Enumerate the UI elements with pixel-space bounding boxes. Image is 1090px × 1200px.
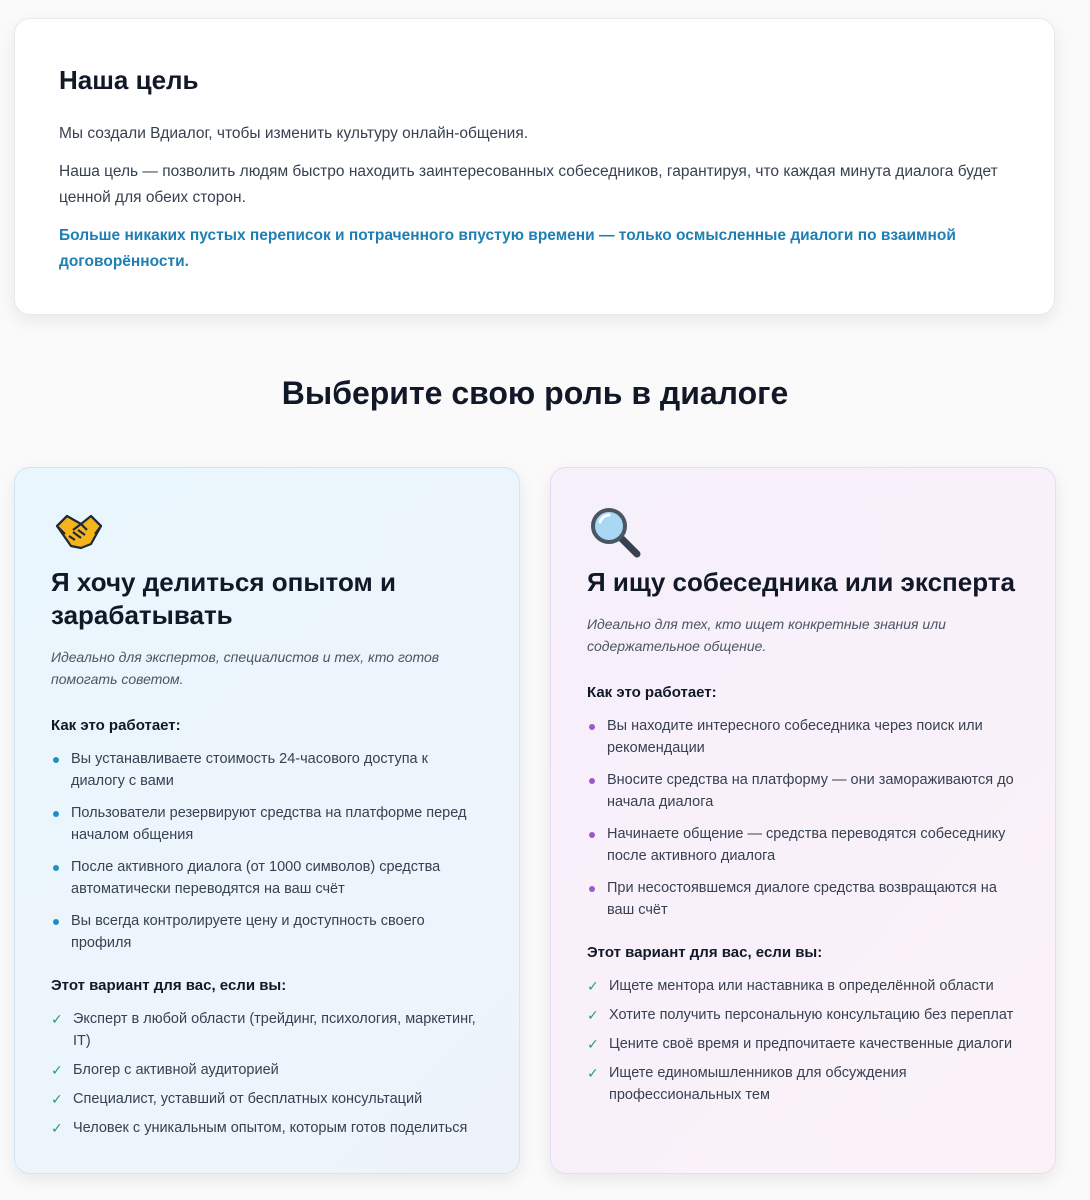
list-item: [587, 877, 1019, 921]
fit-heading: Этот вариант для вас, если вы:: [51, 977, 287, 994]
roles-section-title: Выберите свою роль в диалоге: [281, 375, 789, 411]
list-item: [587, 769, 1019, 813]
fit-text: Блогер с активной аудиторией: [73, 1062, 279, 1078]
fit-text: Специалист, уставший от бесплатных консультаций: [73, 1091, 423, 1107]
role-card-seeker[interactable]: [550, 467, 1056, 1174]
list-item: [587, 715, 1019, 759]
goal-paragraph-2: Наша цель — позволить людям быстро находить заинтересованных собеседников, гарантируя, что каждая минута диалога будет ценной для обеих сторон.: [59, 163, 998, 206]
handshake-icon: [51, 504, 107, 560]
how-it-works-heading: Как это работает:: [51, 717, 181, 734]
check-icon: ✓: [587, 1036, 599, 1052]
list-item: [51, 1008, 483, 1052]
fit-text: Ищете ментора или наставника в определённой области: [609, 978, 994, 994]
list-item: [587, 1004, 1019, 1026]
check-icon: ✓: [51, 1091, 63, 1107]
check-icon: ✓: [51, 1120, 63, 1136]
how-it-works-heading: Как это работает:: [587, 684, 717, 701]
fit-text: Ищете единомышленников для обсуждения профессиональных тем: [609, 1065, 907, 1103]
fit-text: Эксперт в любой области (трейдинг, психология, маркетинг, IT): [73, 1011, 476, 1049]
steps-list: [51, 748, 483, 954]
role-title: Я ищу собеседника или эксперта: [587, 567, 1015, 597]
magnifier-icon: [587, 504, 643, 560]
bullet-icon: [53, 811, 59, 817]
step-text: Пользователи резервируют средства на платформе перед началом общения: [71, 805, 467, 843]
step-text: Вы находите интересного собеседника через поиск или рекомендации: [607, 718, 983, 756]
role-subtitle: Идеально для тех, кто ищет конкретные знания или содержательное общение.: [587, 616, 946, 654]
step-text: После активного диалога (от 1000 символов) средства автоматически переводятся на ваш счёт: [71, 859, 441, 897]
check-icon: ✓: [51, 1062, 63, 1078]
list-item: [51, 1059, 483, 1081]
check-icon: ✓: [587, 1007, 599, 1023]
bullet-icon: [53, 757, 59, 763]
bullet-icon: [53, 865, 59, 871]
goal-title: Наша цель: [59, 65, 199, 95]
step-text: При несостоявшемся диалоге средства возвращаются на ваш счёт: [607, 880, 997, 918]
goal-card: [14, 18, 1055, 315]
check-icon: ✓: [587, 1065, 599, 1081]
goal-highlight: Больше никаких пустых переписок и потраченного впустую времени — только осмысленные диалоги по взаимной договорённости.: [59, 227, 956, 270]
list-item: [51, 856, 483, 900]
list-item: [587, 1062, 1019, 1106]
list-item: [51, 910, 483, 954]
bullet-icon: [589, 724, 595, 730]
steps-list: [587, 715, 1019, 921]
fit-heading: Этот вариант для вас, если вы:: [587, 944, 823, 961]
list-item: [51, 748, 483, 792]
role-title: Я хочу делиться опытом и зарабатывать: [51, 567, 396, 630]
step-text: Начинаете общение — средства переводятся собеседнику после активного диалога: [607, 826, 1006, 864]
step-text: Вы устанавливаете стоимость 24-часового доступа к диалогу с вами: [71, 751, 428, 789]
list-item: [51, 1117, 483, 1139]
bullet-icon: [589, 832, 595, 838]
fit-list: [51, 1008, 483, 1139]
goal-paragraph-1: Мы создали Вдиалог, чтобы изменить культуру онлайн-общения.: [59, 125, 529, 142]
bullet-icon: [53, 919, 59, 925]
role-card-expert[interactable]: [14, 467, 520, 1174]
list-item: [587, 823, 1019, 867]
fit-text: Цените своё время и предпочитаете качественные диалоги: [609, 1036, 1013, 1052]
check-icon: ✓: [587, 978, 599, 994]
list-item: [587, 975, 1019, 997]
step-text: Вы всегда контролируете цену и доступность своего профиля: [71, 913, 425, 951]
fit-list: [587, 975, 1019, 1106]
role-subtitle: Идеально для экспертов, специалистов и тех, кто готов помогать советом.: [51, 649, 440, 687]
list-item: [51, 802, 483, 846]
fit-text: Человек с уникальным опытом, которым готов поделиться: [73, 1120, 468, 1136]
list-item: [587, 1033, 1019, 1055]
step-text: Вносите средства на платформу — они замораживаются до начала диалога: [607, 772, 1014, 810]
bullet-icon: [589, 886, 595, 892]
list-item: [51, 1088, 483, 1110]
bullet-icon: [589, 778, 595, 784]
check-icon: ✓: [51, 1011, 63, 1027]
fit-text: Хотите получить персональную консультацию без переплат: [609, 1007, 1014, 1023]
